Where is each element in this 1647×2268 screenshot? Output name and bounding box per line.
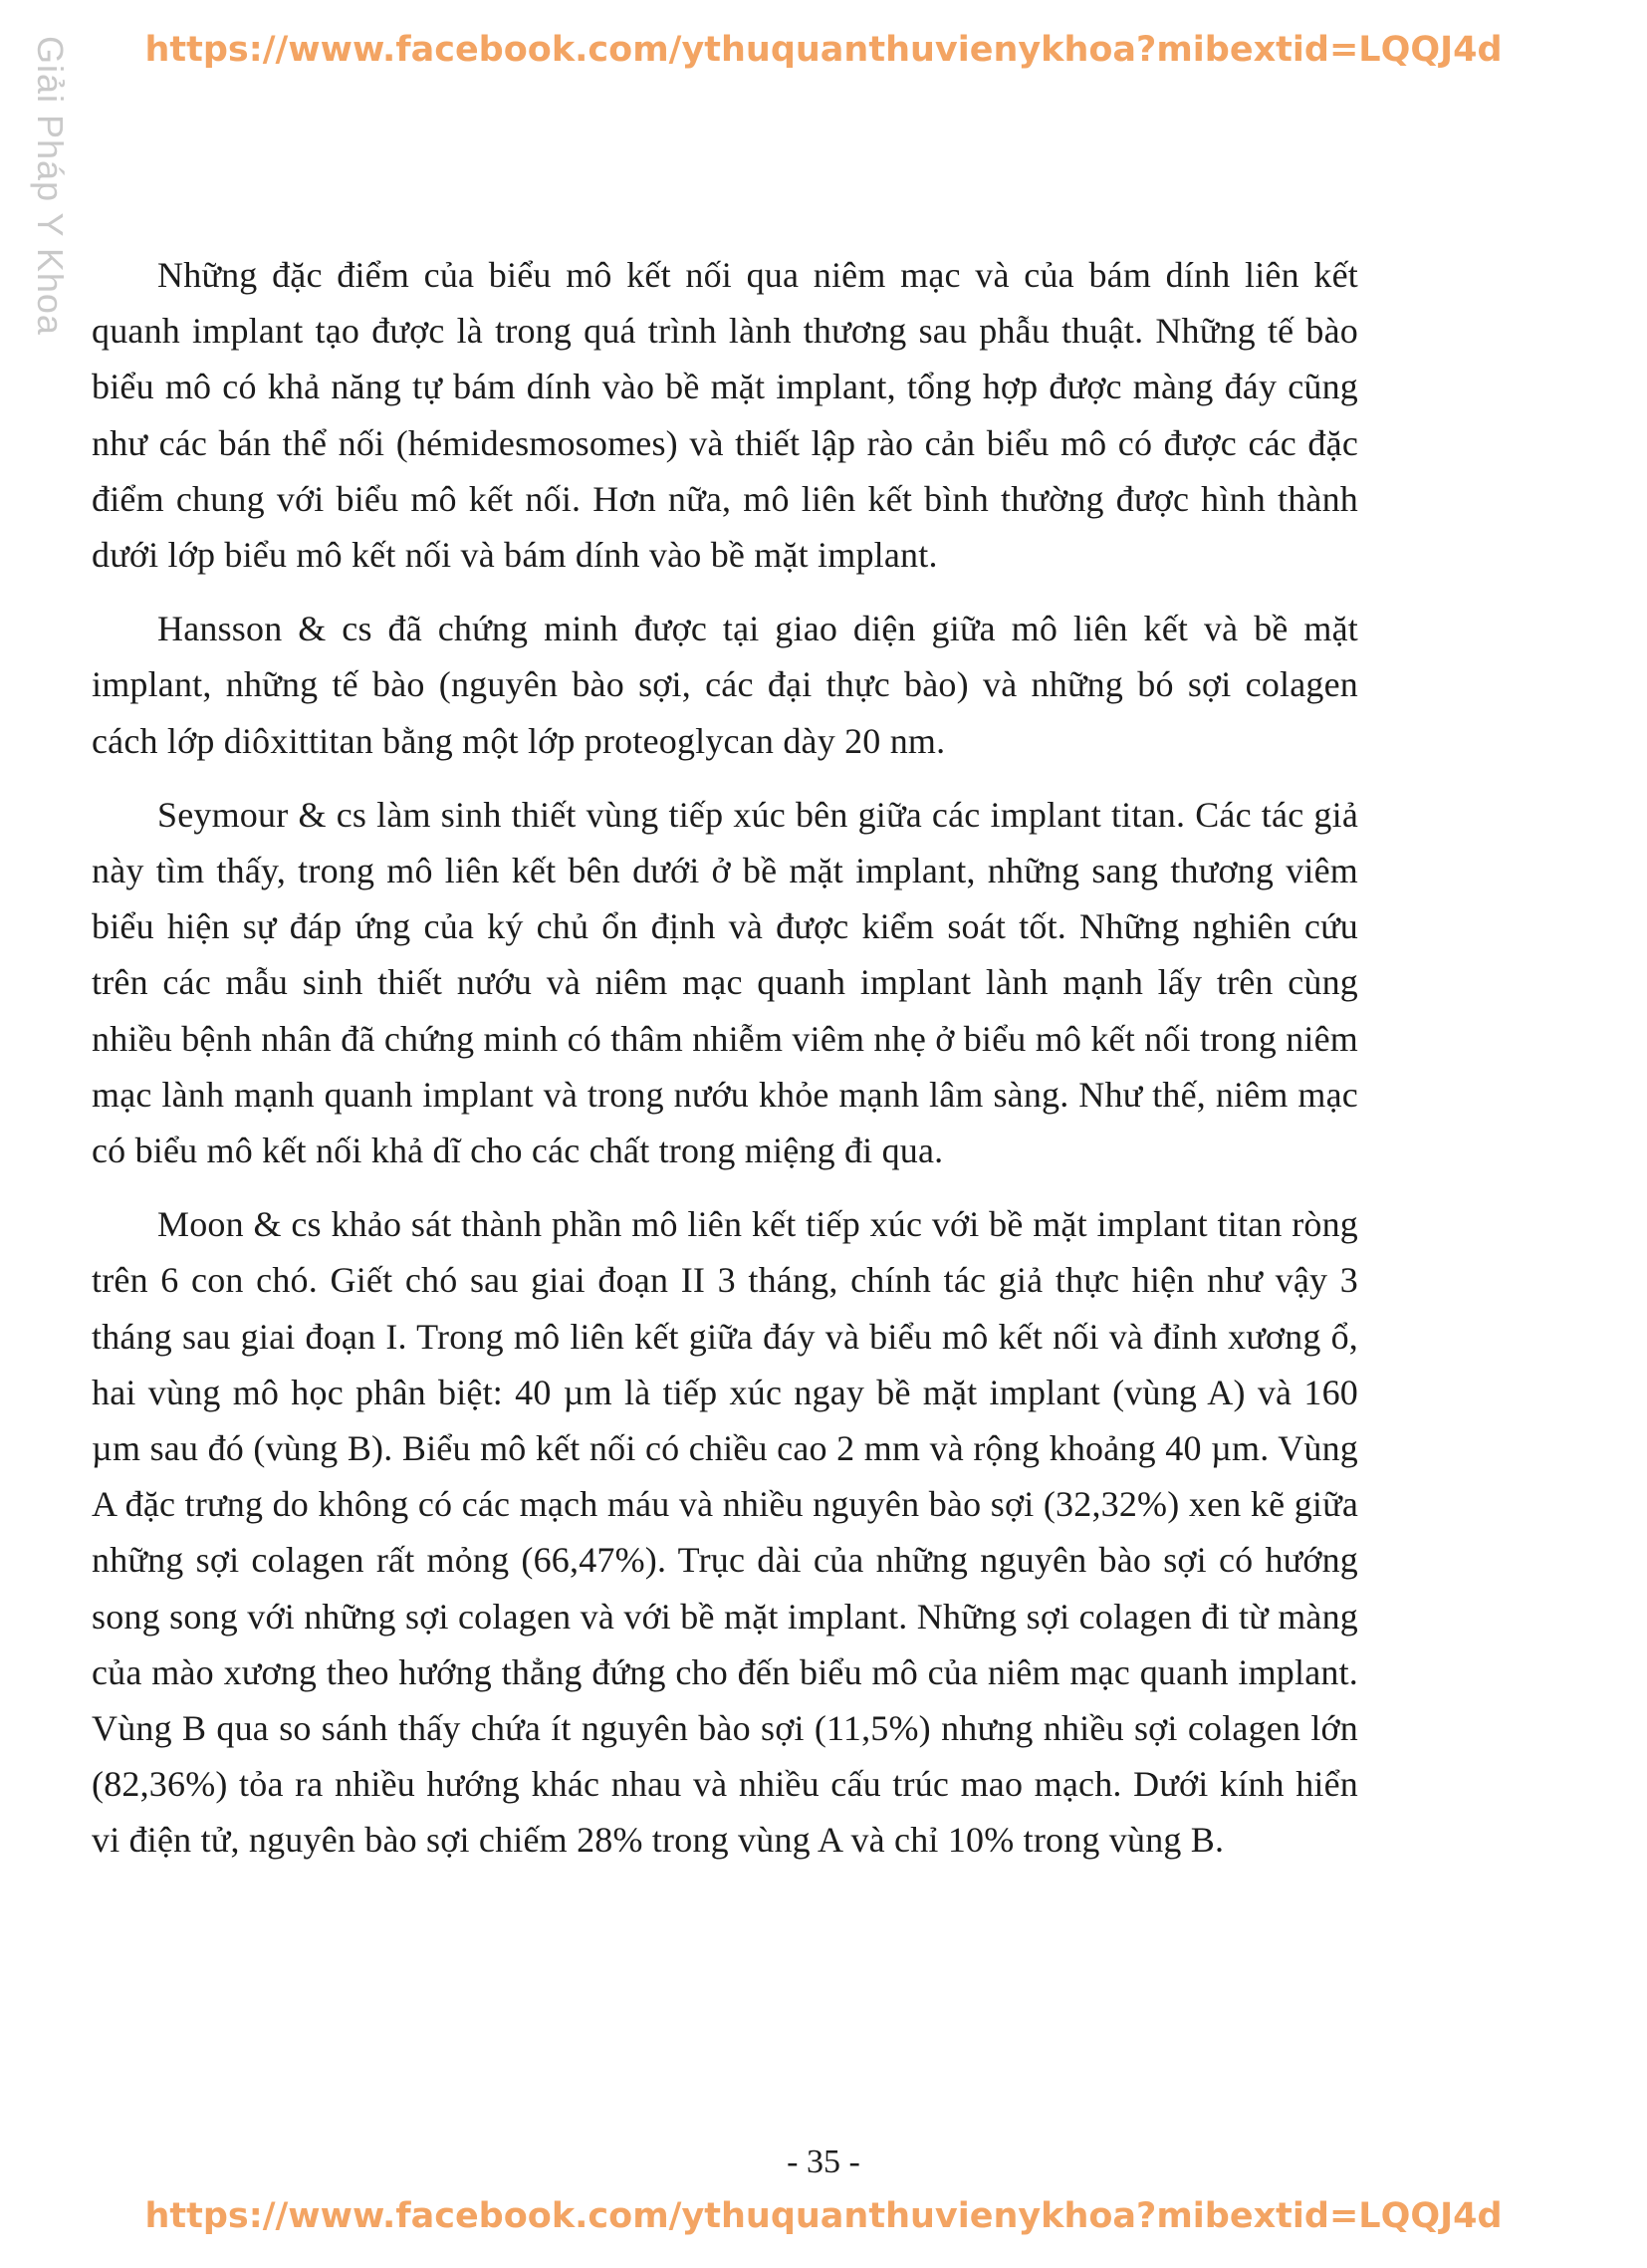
paragraph: Seymour & cs làm sinh thiết vùng tiếp xúc bên giữa các implant titan. Các tác giả này tìm thấy, trong mô liên kết bên dưới ở bề mặt implant, những sang thương viêm biểu hiện sự đáp ứng của ký chủ ổn định và được kiểm soát tốt. Những nghiên cứu trên các mẫu sinh thiết nướu và niêm mạc quanh implant lành mạnh lấy trên cùng nhiều bệnh nhân đã chứng minh có thâm nhiễm viêm nhẹ ở biểu mô kết nối trong niêm mạc lành mạnh quanh implant và trong nướu khỏe mạnh lâm sàng. Như thế, niêm mạc có biểu mô kết nối khả dĩ cho các chất trong miệng đi qua.: [92, 794, 1358, 1171]
page-number: - 35 -: [787, 2143, 860, 2180]
document-body: [92, 247, 1358, 1887]
paragraph: Những đặc điểm của biểu mô kết nối qua niêm mạc và của bám dính liên kết quanh implant tạo được là trong quá trình lành thương sau phẫu thuật. Những tế bào biểu mô có khả năng tự bám dính vào bề mặt implant, tổng hợp được màng đáy cũng như các bán thể nối (hémidesmosomes) và thiết lập rào cản biểu mô có được các đặc điểm chung với biểu mô kết nối. Hơn nữa, mô liên kết bình thường được hình thành dưới lớp biểu mô kết nối và bám dính vào bề mặt implant.: [92, 255, 1358, 576]
footer-link[interactable]: https://www.facebook.com/ythuquanthuvienykhoa?mibextid=LQQJ4d: [144, 2196, 1503, 2236]
paragraph: Hansson & cs đã chứng minh được tại giao diện giữa mô liên kết và bề mặt implant, những tế bào (nguyên bào sợi, các đại thực bào) và những bó sợi colagen cách lớp diôxittitan bằng một lớp proteoglycan dày 20 nm.: [92, 609, 1358, 761]
side-watermark: Giải Pháp Y Khoa: [30, 36, 71, 336]
paragraph: Moon & cs khảo sát thành phần mô liên kết tiếp xúc với bề mặt implant titan ròng trên 6 con chó. Giết chó sau giai đoạn II 3 tháng, chính tác giả thực hiện như vậy 3 tháng sau giai đoạn I. Trong mô liên kết giữa đáy và biểu mô kết nối và đỉnh xương ổ, hai vùng mô học phân biệt: 40 µm là tiếp xúc ngay bề mặt implant (vùng A) và 160 µm sau đó (vùng B). Biểu mô kết nối có chiều cao 2 mm và rộng khoảng 40 µm. Vùng A đặc trưng do không có các mạch máu và nhiều nguyên bào sợi (32,32%) xen kẽ giữa những sợi colagen rất mỏng (66,47%). Trục dài của những nguyên bào sợi có hướng song song với những sợi colagen và với bề mặt implant. Những sợi colagen đi từ màng của mào xương theo hướng thẳng đứng cho đến biểu mô của niêm mạc quanh implant. Vùng B qua so sánh thấy chứa ít nguyên bào sợi (11,5%) nhưng nhiều sợi colagen lớn (82,36%) tỏa ra nhiều hướng khác nhau và nhiều cấu trúc mao mạch. Dưới kính hiển vi điện tử, nguyên bào sợi chiếm 28% trong vùng A và chỉ 10% trong vùng B.: [92, 1204, 1358, 1861]
header-link[interactable]: https://www.facebook.com/ythuquanthuvienykhoa?mibextid=LQQJ4d: [144, 30, 1503, 70]
